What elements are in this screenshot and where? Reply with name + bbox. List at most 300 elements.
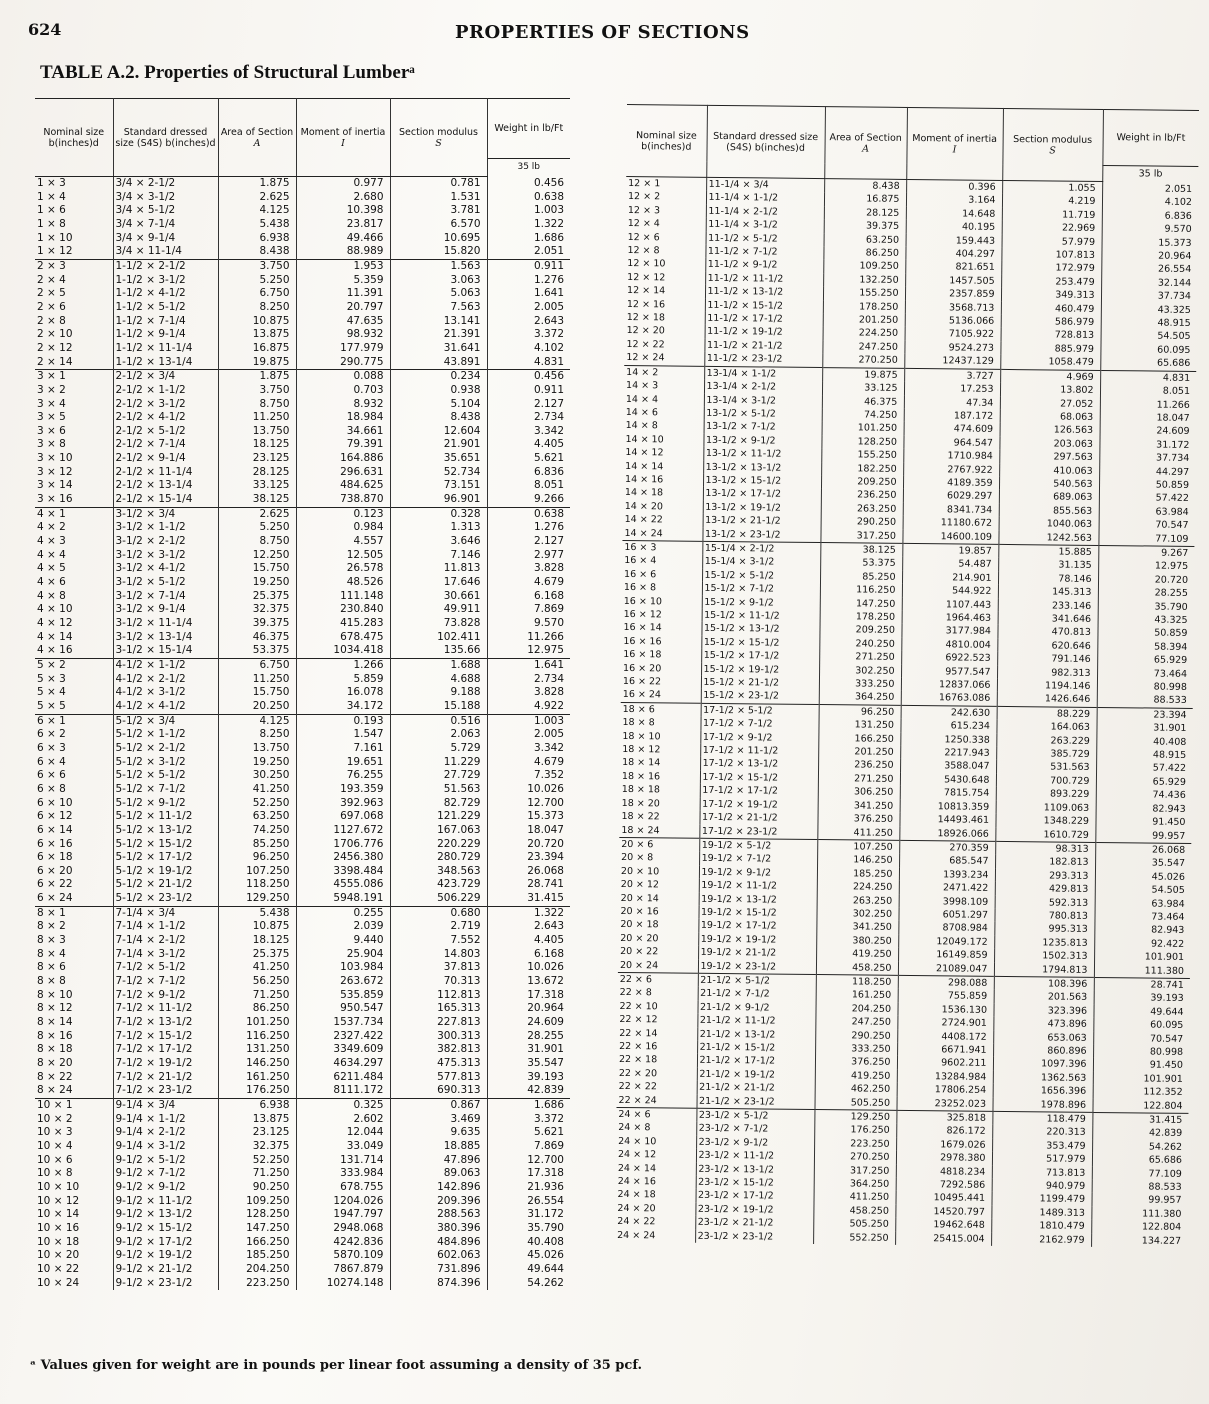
area-cell: 552.250 [813,1231,895,1245]
moment-cell: 2471.422 [899,881,995,895]
area-cell: 74.250 [822,408,904,422]
moment-cell: 3998.109 [899,894,995,908]
area-cell: 271.250 [819,650,901,664]
modulus-cell: 5.104 [390,398,487,412]
area-cell: 10.875 [218,315,296,329]
area-cell: 13.875 [218,1113,296,1127]
modulus-cell: 297.563 [999,450,1099,464]
modulus-cell: 1235.813 [994,936,1094,950]
table-row [35,479,570,493]
weight-cell: 77.109 [1155,533,1189,545]
dressed-size-cell: 13-1/2 × 7-1/2 [704,420,822,435]
modulus-cell: 700.729 [996,774,1096,788]
dressed-size-cell: 3-1/2 × 13-1/4 [113,631,218,645]
dressed-size-cell: 5-1/2 × 5-1/2 [113,769,218,783]
moment-cell: 13284.984 [897,1070,993,1084]
moment-cell: 79.391 [296,438,390,452]
area-cell: 28.125 [824,206,906,220]
area-cell: 341.250 [818,799,900,813]
weight-cell: 49.644 [1150,1006,1184,1018]
nominal-size-cell: 4 × 6 [35,576,113,590]
weight-cell: 9.570 [533,617,564,629]
modulus-cell: 1489.313 [991,1206,1091,1220]
moment-cell: 8.932 [296,398,390,412]
moment-cell: 535.859 [296,989,390,1003]
area-cell: 116.250 [218,1030,296,1044]
nominal-size-cell: 4 × 8 [35,590,113,604]
dressed-size-cell: 2-1/2 × 3-1/2 [113,398,218,412]
header-area [824,107,907,180]
header-area-symbol: A [253,137,261,149]
moment-cell: 14493.461 [899,813,995,827]
modulus-cell: 7.552 [390,934,487,948]
dressed-size-cell: 15-1/2 × 17-1/2 [701,649,819,664]
weight-cell: 13.672 [527,975,564,988]
modulus-cell: 473.896 [993,1017,1093,1031]
nominal-size-cell: 6 × 22 [35,878,113,892]
moment-cell: 9524.273 [904,341,1000,355]
modulus-cell: 96.901 [390,493,487,507]
modulus-cell: 68.063 [1000,410,1100,424]
moment-cell: 6671.941 [897,1043,993,1057]
dressed-size-cell: 19-1/2 × 23-1/2 [698,959,816,974]
moment-cell: 33.049 [296,1140,390,1154]
table-row [35,1236,570,1250]
nominal-size-cell: 8 × 2 [35,920,113,934]
moment-cell: 16.078 [296,686,390,700]
area-cell: 411.250 [817,826,899,841]
table-row [35,824,570,838]
nominal-size-cell: 16 × 12 [622,608,702,622]
weight-cell: 9.266 [533,493,564,506]
modulus-cell: 1.055 [1002,180,1102,195]
dressed-size-cell: 4-1/2 × 2-1/2 [113,673,218,687]
table-row [35,810,570,824]
area-cell: 419.250 [815,1069,897,1083]
modulus-cell: 1.563 [390,259,487,273]
modulus-cell: 121.229 [390,810,487,824]
nominal-size-cell: 14 × 20 [623,500,703,514]
weight-cell: 92.422 [1150,938,1185,950]
area-cell: 3.750 [218,384,296,398]
moment-cell: 821.651 [905,260,1001,274]
modulus-cell: 353.479 [992,1139,1092,1153]
modulus-cell: 30.661 [390,590,487,604]
weight-cell: 32.144 [1157,277,1192,289]
area-cell: 118.250 [218,878,296,892]
weight-cell: 4.831 [533,355,564,368]
weight-cell: 2.643 [533,920,564,933]
table-row [35,218,570,232]
dressed-size-cell: 11-1/4 × 1-1/2 [706,191,824,206]
weight-cell: 31.172 [527,1208,564,1221]
moment-cell: 3.727 [904,368,1000,383]
modulus-cell: 82.729 [390,797,487,811]
modulus-cell: 49.911 [390,603,487,617]
area-cell: 101.250 [218,1016,296,1030]
moment-cell: 0.984 [296,521,390,535]
moment-cell: 8341.734 [903,503,999,517]
moment-cell: 2327.422 [296,1030,390,1044]
dressed-size-cell: 5-1/2 × 23-1/2 [113,892,218,906]
dressed-size-cell: 3-1/2 × 15-1/4 [113,644,218,658]
moment-cell: 1034.418 [296,644,390,658]
dressed-size-cell: 11-1/2 × 7-1/2 [705,245,823,260]
modulus-cell: 1194.146 [997,679,1097,693]
weight-cell: 54.262 [1148,1141,1183,1153]
modulus-cell: 1058.479 [1000,355,1100,370]
weight-cell: 2.977 [533,548,564,561]
nominal-size-cell: 8 × 6 [35,961,113,975]
dressed-size-cell: 1-1/2 × 7-1/4 [113,315,218,329]
moment-cell: 544.922 [902,584,998,598]
dressed-size-cell: 1-1/2 × 5-1/2 [113,301,218,315]
header-nominal-size: Nominal size b(inches)d [35,99,113,177]
nominal-size-cell: 1 × 12 [35,245,113,259]
dressed-size-cell: 21-1/2 × 17-1/2 [697,1054,815,1069]
dressed-size-cell: 15-1/2 × 9-1/2 [702,595,820,610]
moment-cell: 4408.172 [897,1029,993,1043]
dressed-size-cell: 13-1/2 × 13-1/2 [703,460,821,475]
moment-cell: 17806.254 [897,1083,993,1097]
weight-cell: 9.570 [1164,223,1192,236]
header-moment [906,107,1003,180]
table-row [35,961,570,975]
nominal-size-cell: 5 × 3 [35,673,113,687]
moment-cell: 5.859 [296,673,390,687]
dressed-size-cell: 13-1/2 × 19-1/2 [703,501,821,516]
moment-cell: 16149.859 [898,948,994,962]
nominal-size-cell: 24 × 24 [615,1229,695,1243]
dressed-size-cell: 5-1/2 × 1-1/2 [113,728,218,742]
table-row [35,590,570,604]
nominal-size-cell: 4 × 1 [35,507,113,521]
dressed-size-cell: 17-1/2 × 5-1/2 [701,703,819,718]
nominal-size-cell: 24 × 6 [616,1107,696,1122]
table-row [35,370,570,384]
weight-cell: 2.734 [533,411,564,424]
moment-cell: 47.34 [904,395,1000,409]
modulus-cell: 209.396 [390,1195,487,1209]
table-row [35,493,570,507]
dressed-size-cell: 9-1/2 × 9-1/2 [113,1181,218,1195]
nominal-size-cell: 22 × 12 [617,1013,697,1027]
moment-cell: 11.391 [296,287,390,301]
weight-cell: 11.266 [527,630,564,643]
modulus-cell: 15.820 [390,245,487,259]
weight-cell: 40.408 [527,1235,564,1248]
area-cell: 376.250 [815,1055,897,1069]
dressed-size-cell: 13-1/2 × 23-1/2 [702,527,820,542]
nominal-size-cell: 20 × 12 [619,878,699,892]
nominal-size-cell: 1 × 4 [35,191,113,205]
moment-cell: 12.505 [296,549,390,563]
nominal-size-cell: 24 × 8 [616,1121,696,1135]
moment-cell: 40.195 [906,220,1002,234]
nominal-size-cell: 6 × 1 [35,714,113,728]
moment-cell: 7815.754 [900,786,996,800]
header-area-label: Area of Section [220,126,294,138]
moment-cell: 10495.441 [895,1191,991,1205]
modulus-cell: 341.646 [998,612,1098,626]
weight-cell: 122.804 [1141,1221,1182,1234]
dressed-size-cell: 7-1/4 × 3-1/2 [113,948,218,962]
dressed-size-cell: 19-1/2 × 9-1/2 [699,866,817,881]
nominal-size-cell: 12 × 4 [626,217,706,231]
area-cell: 39.375 [824,219,906,233]
weight-cell: 12.700 [527,1153,564,1166]
table-row [35,1222,570,1236]
weight-cell: 0.911 [487,259,570,273]
moment-cell: 3398.484 [296,865,390,879]
modulus-cell: 220.313 [992,1125,1092,1139]
moment-cell: 964.547 [903,436,999,450]
dressed-size-cell: 1-1/2 × 4-1/2 [113,287,218,301]
table-row [35,603,570,617]
moment-cell: 9.440 [296,934,390,948]
dressed-size-cell: 23-1/2 × 9-1/2 [696,1136,814,1151]
dressed-size-cell: 17-1/2 × 21-1/2 [699,811,817,826]
area-cell: 71.250 [218,989,296,1003]
modulus-cell: 9.635 [390,1126,487,1140]
nominal-size-cell: 14 × 6 [624,406,704,420]
dressed-size-cell: 3-1/2 × 3-1/2 [113,549,218,563]
weight-cell: 1.276 [533,273,564,286]
area-cell: 302.250 [816,907,898,921]
area-cell: 30.250 [218,769,296,783]
nominal-size-cell: 18 × 20 [620,797,700,811]
nominal-size-cell: 12 × 10 [625,257,705,271]
modulus-cell: 70.313 [390,975,487,989]
modulus-cell: 112.813 [390,989,487,1003]
modulus-cell: 780.813 [994,909,1094,923]
moment-cell: 159.443 [906,234,1002,248]
nominal-size-cell: 18 × 12 [620,743,700,757]
table-row [35,1002,570,1016]
dressed-size-cell: 23-1/2 × 19-1/2 [695,1203,813,1218]
modulus-cell: 31.641 [390,342,487,356]
table-row [35,631,570,645]
moment-cell: 2.680 [296,191,390,205]
weight-cell: 20.720 [527,837,564,850]
modulus-cell: 21.901 [390,438,487,452]
modulus-cell: 78.146 [998,572,1098,586]
weight-cell: 1.641 [533,287,564,300]
header-dressed-size: Standard dressed size (S4S) b(inches)d [706,105,825,178]
dressed-size-cell: 4-1/2 × 1-1/2 [113,658,218,672]
moment-cell: 678.475 [296,631,390,645]
dressed-size-cell: 15-1/2 × 13-1/2 [701,622,819,637]
area-cell: 13.875 [218,328,296,342]
area-cell: 166.250 [218,1236,296,1250]
area-cell: 8.250 [218,301,296,315]
moment-cell: 3588.047 [900,759,996,773]
area-cell: 8.438 [824,179,906,194]
moment-cell: 34.661 [296,425,390,439]
moment-cell: 9577.547 [901,665,997,679]
table-row [35,384,570,398]
area-cell: 132.250 [823,273,905,287]
weight-cell: 112.352 [1143,1086,1183,1099]
weight-cell: 80.998 [1149,1046,1184,1058]
area-cell: 6.938 [218,1098,296,1112]
modulus-cell: 165.313 [390,1002,487,1016]
moment-cell: 7105.922 [905,327,1001,341]
moment-cell: 4.557 [296,535,390,549]
dressed-size-cell: 3/4 × 3-1/2 [113,191,218,205]
nominal-size-cell: 6 × 24 [35,892,113,906]
moment-cell: 3.164 [906,193,1002,207]
moment-cell: 697.068 [296,810,390,824]
modulus-cell: 1109.063 [996,801,1096,815]
area-cell: 224.250 [817,880,899,894]
dressed-size-cell: 9-1/2 × 23-1/2 [113,1277,218,1291]
table-row [35,562,570,576]
modulus-cell: 653.063 [993,1030,1093,1044]
moment-cell: 0.325 [296,1098,390,1112]
modulus-cell: 293.313 [995,869,1095,883]
nominal-size-cell: 24 × 20 [615,1202,695,1216]
area-cell: 23.125 [218,452,296,466]
moment-cell: 214.901 [902,571,998,585]
nominal-size-cell: 12 × 24 [624,351,704,366]
modulus-cell: 0.938 [390,384,487,398]
weight-cell: 7.352 [533,769,564,782]
dressed-size-cell: 11-1/2 × 11-1/2 [705,272,823,287]
dressed-size-cell: 11-1/2 × 5-1/2 [706,231,824,246]
moment-cell: 1127.672 [296,824,390,838]
moment-cell: 14520.797 [895,1205,991,1219]
area-cell: 107.250 [817,839,899,854]
moment-cell: 1457.505 [905,274,1001,288]
dressed-size-cell: 19-1/2 × 21-1/2 [698,946,816,961]
weight-cell: 1.322 [533,217,564,230]
weight-cell: 1.686 [533,231,564,244]
modulus-cell: 11.229 [390,756,487,770]
weight-cell: 12.975 [527,644,564,657]
modulus-cell: 728.813 [1001,328,1101,342]
weight-cell: 3.828 [533,686,564,699]
dressed-size-cell: 17-1/2 × 11-1/2 [700,744,818,759]
weight-cell: 31.415 [1092,1112,1188,1127]
area-cell: 63.250 [218,810,296,824]
area-cell: 505.250 [813,1217,895,1231]
area-cell: 32.375 [218,603,296,617]
dressed-size-cell: 9-1/2 × 21-1/2 [113,1263,218,1277]
table-row [35,576,570,590]
nominal-size-cell: 22 × 16 [617,1040,697,1054]
area-cell: 333.250 [815,1042,897,1056]
moment-cell: 7.161 [296,742,390,756]
modulus-cell: 3.063 [390,274,487,288]
modulus-cell: 874.396 [390,1277,487,1291]
nominal-size-cell: 24 × 16 [616,1175,696,1189]
moment-cell: 26.578 [296,562,390,576]
weight-cell: 73.464 [1151,911,1185,923]
header-nominal-size: Nominal size b(inches)d [626,104,707,177]
moment-cell: 11180.672 [903,516,999,530]
nominal-size-cell: 16 × 22 [621,675,701,689]
modulus-cell: 6.570 [390,218,487,232]
dressed-size-cell: 11-1/2 × 15-1/2 [705,298,823,313]
table-row [35,948,570,962]
modulus-cell: 517.979 [992,1152,1092,1166]
table-row [35,783,570,797]
area-cell: 236.250 [821,488,903,502]
table-row [35,865,570,879]
modulus-cell: 118.479 [992,1111,1092,1126]
area-cell: 6.750 [218,658,296,672]
modulus-cell: 470.813 [997,625,1097,639]
table-row [35,466,570,480]
weight-cell: 7.869 [533,1139,564,1152]
modulus-cell: 172.979 [1001,261,1101,275]
moment-cell: 2357.859 [905,287,1001,301]
modulus-cell: 0.781 [390,177,487,191]
moment-cell: 19462.648 [895,1218,991,1232]
table-row [35,287,570,301]
modulus-cell: 22.969 [1002,221,1102,235]
table-row [35,878,570,892]
moment-cell: 755.859 [898,989,994,1003]
area-cell: 2.625 [218,507,296,521]
area-cell: 19.875 [218,356,296,370]
moment-cell: 1710.984 [903,449,999,463]
nominal-size-cell: 16 × 24 [621,688,701,703]
nominal-size-cell: 16 × 18 [621,648,701,662]
dressed-size-cell: 2-1/2 × 9-1/4 [113,452,218,466]
weight-cell: 50.859 [1155,479,1190,491]
weight-cell: 57.422 [1155,492,1189,505]
nominal-size-cell: 4 × 3 [35,535,113,549]
weight-cell: 12.700 [527,796,564,809]
moment-cell: 404.297 [905,247,1001,261]
dressed-size-cell: 5-1/2 × 3/4 [113,714,218,728]
area-cell: 161.250 [816,988,898,1002]
nominal-size-cell: 3 × 6 [35,425,113,439]
nominal-size-cell: 16 × 20 [621,662,701,676]
area-cell: 38.125 [218,493,296,507]
weight-cell: 45.026 [527,1249,564,1262]
moment-cell: 1706.776 [296,838,390,852]
dressed-size-cell: 2-1/2 × 15-1/4 [113,493,218,507]
modulus-cell: 1426.646 [997,692,1097,707]
moment-cell: 1250.338 [900,733,996,747]
dressed-size-cell: 21-1/2 × 11-1/2 [697,1014,815,1029]
table-row [35,1154,570,1168]
area-cell: 1.875 [218,177,296,191]
moment-cell: 2456.380 [296,851,390,865]
moment-cell: 0.396 [906,179,1002,194]
modulus-cell: 423.729 [390,878,487,892]
area-cell: 182.250 [821,462,903,476]
area-cell: 1.875 [218,370,296,384]
weight-cell: 24.609 [527,1016,564,1029]
dressed-size-cell: 3/4 × 7-1/4 [113,218,218,232]
modulus-cell: 4.219 [1002,194,1102,208]
moment-cell: 5430.648 [900,773,996,787]
table-row [35,204,570,218]
modulus-cell: 1610.729 [995,827,1095,842]
moment-cell: 19.857 [902,543,998,558]
area-cell: 236.250 [818,759,900,773]
area-cell: 5.438 [218,218,296,232]
moment-cell: 103.984 [296,961,390,975]
dressed-size-cell: 7-1/2 × 17-1/2 [113,1043,218,1057]
nominal-size-cell: 14 × 10 [623,433,703,447]
dressed-size-cell: 7-1/4 × 2-1/2 [113,934,218,948]
area-cell: 462.250 [815,1082,897,1096]
